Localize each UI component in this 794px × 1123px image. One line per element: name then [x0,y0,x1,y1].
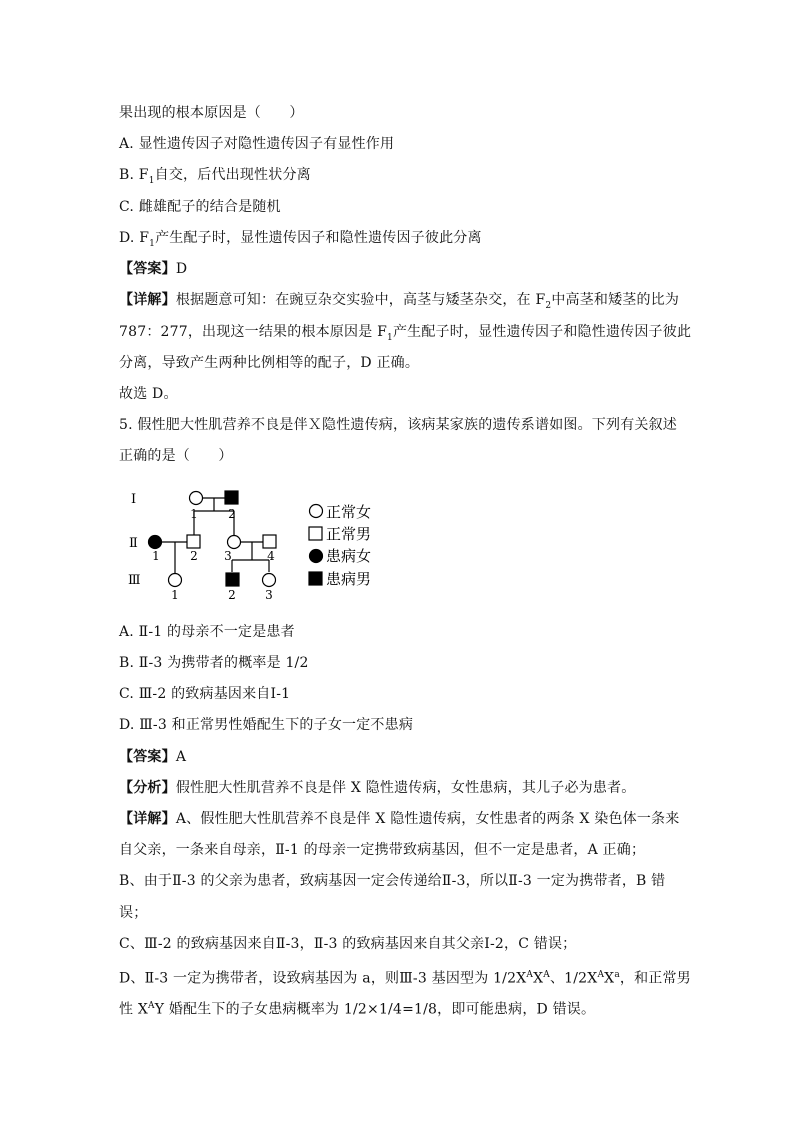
q5-detail-b-line-2: 误； [119,905,148,921]
num-iii2: 2 [228,588,236,602]
num-ii4: 4 [267,549,275,563]
q5-stem-line-2: 正确的是（ ） [119,448,233,464]
q4-stem-tail: 果出现的根本原因是（ ） [119,105,304,121]
legend-affected-female: 患病女 [326,547,372,565]
q5-analysis: 【分析】假性肥大性肌营养不良是伴 X 隐性遗传病，女性患病，其儿子必为患者。 [119,780,636,796]
num-iii3: 3 [265,588,273,602]
gen-label-3: Ⅲ [128,573,141,588]
q5-answer: 【答案】A [119,749,187,765]
q5-option-b: B. Ⅱ-3 为携带者的概率是 1/2 [119,655,309,671]
legend-affected-male-symbol [309,572,322,585]
num-i2: 2 [228,507,236,521]
num-ii1: 1 [152,549,160,563]
q5-option-c: C. Ⅲ-2 的致病基因来自Ⅰ-1 [119,686,291,702]
q4-option-c: C. 雌雄配子的结合是随机 [119,199,281,215]
q5-detail-a-line-2: 自父亲，一条来自母亲，Ⅱ-1 的母亲一定携带致病基因，但不一定是患者，A 正确； [119,842,646,858]
num-i1: 1 [190,507,198,521]
q4-conclusion: 故选 D。 [119,386,178,402]
q5-detail-a-line-1: 【详解】A、假性肥大性肌营养不良是伴 X 隐性遗传病，女性患者的两条 X 染色体一条来 [119,811,680,827]
q4-detail-line-2: 787：277，出现这一结果的根本原因是 $F_1$产生配子时，显性遗传因子和隐性遗传因子彼此 [119,324,692,343]
legend-affected-female-symbol [310,550,323,563]
legend-affected-male: 患病男 [326,570,372,588]
iii1-normal-female [169,574,182,587]
q5-detail-c: C、Ⅲ-2 的致病基因来自Ⅱ-3，Ⅱ-3 的致病基因来自其父亲Ⅰ-2，C 错误； [119,936,577,952]
legend-normal-female-symbol [310,505,323,518]
q4-option-d: D. $F_1$产生配子时，显性遗传因子和隐性遗传因子彼此分离 [119,230,482,249]
legend-normal-female: 正常女 [326,503,372,521]
q5-detail-b-line-1: B、由于Ⅱ-3 的父亲为患者，致病基因一定会传递给Ⅱ-3，所以Ⅱ-3 一定为携带者，B 错 [119,873,666,889]
q4-answer: 【答案】D [119,261,188,277]
num-iii1: 1 [171,588,179,602]
q4-detail-line-1: 【详解】根据题意可知：在豌豆杂交实验中，高茎与矮茎杂交，在 $F_2$中高茎和矮茎的比为 [119,292,680,311]
iii3-normal-female [263,574,276,587]
ii2-normal-male [187,535,200,548]
i1-normal-female [190,492,203,505]
q5-detail-d-line-1: D、Ⅱ-3 一定为携带者，设致病基因为 a，则Ⅲ-3 基因型为 $1/2X^AX^A$、$1/2X^AX^a$，和正常男 [119,970,691,987]
i2-affected-male [225,491,238,504]
q4-option-b: B. $F_1$自交，后代出现性状分离 [119,167,311,186]
gen-label-1: Ⅰ [131,492,137,507]
iii2-affected-male [226,573,239,586]
ii4-normal-male [263,535,276,548]
num-ii3: 3 [224,549,232,563]
q4-option-a: A. 显性遗传因子对隐性遗传因子有显性作用 [119,136,395,152]
q4-detail-line-3: 分离，导致产生两种比例相等的配子，D 正确。 [119,355,420,371]
q5-option-d: D. Ⅲ-3 和正常男性婚配生下的子女一定不患病 [119,717,414,733]
pedigree-diagram [119,478,389,606]
q5-detail-d-line-2: 性 $X^AY$ 婚配生下的子女患病概率为 1/2×1/4=1/8，即可能患病，D 错误。 [119,1001,596,1018]
q5-stem-line-1: 5. 假性肥大性肌营养不良是伴Ｘ隐性遗传病，该病某家族的遗传系谱如图。下列有关叙述 [119,417,678,433]
q5-option-a: A. Ⅱ-1 的母亲不一定是患者 [119,624,295,640]
num-ii2: 2 [190,549,198,563]
legend-normal-male-symbol [309,527,322,540]
gen-label-2: Ⅱ [129,536,138,551]
legend-normal-male: 正常男 [326,525,372,543]
ii3-normal-female [228,536,241,549]
ii1-affected-female [149,536,162,549]
